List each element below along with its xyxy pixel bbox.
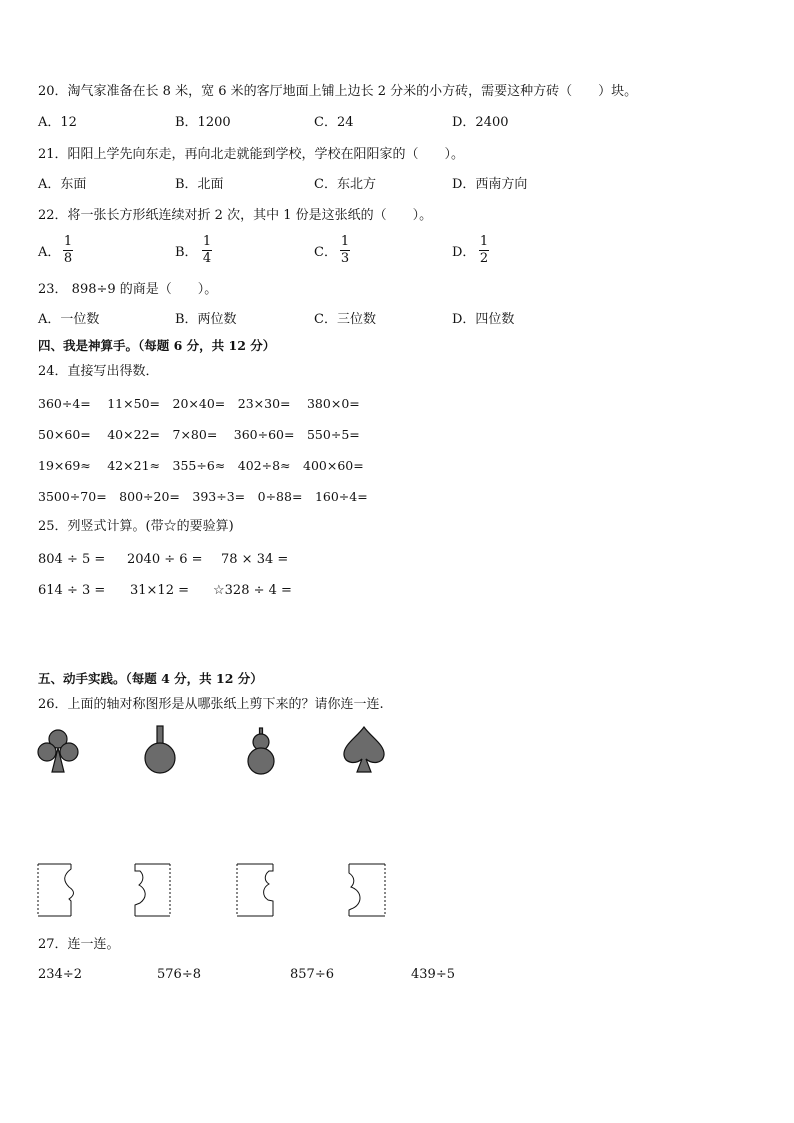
folded-paper-d-icon[interactable] <box>345 863 387 917</box>
q24-row-2: 50×60= 40×22= 7×80= 360÷60= 550÷5= <box>38 427 360 442</box>
q27-item-1[interactable]: 234÷2 <box>38 967 82 982</box>
folded-paper-c-icon[interactable] <box>236 863 276 917</box>
q20-option-d[interactable]: D．2400 <box>452 115 509 130</box>
q22-option-b-label: B． <box>175 245 198 260</box>
q22-option-c-label: C． <box>314 245 337 260</box>
q22-option-d-fraction <box>477 235 491 266</box>
section-4-title: 四、我是神算手。（每题 6 分，共 12 分） <box>38 338 276 353</box>
q23-option-c[interactable]: C．三位数 <box>314 312 376 327</box>
q22-option-d-label: D． <box>452 245 476 260</box>
question-22-stem: 22．将一张长方形纸连续对折 2 次，其中 1 份是这张纸的（ ）。 <box>38 208 433 223</box>
question-26-stem: 26．上面的轴对称图形是从哪张纸上剪下来的？请你连一连. <box>38 697 384 712</box>
gourd-shape-icon[interactable] <box>244 727 278 775</box>
q25-item-6: ☆328 ÷ 4 = <box>213 583 292 598</box>
q20-option-a[interactable]: A．12 <box>38 115 77 130</box>
folded-paper-b-icon[interactable] <box>132 863 172 917</box>
section-5-title: 五、动手实践。（每题 4 分，共 12 分） <box>38 671 263 686</box>
club-shape-icon[interactable] <box>37 728 79 774</box>
q25-item-4: 614 ÷ 3 = <box>38 583 106 598</box>
q22-option-c-fraction <box>338 235 352 266</box>
question-21-stem: 21．阳阳上学先向东走，再向北走就能到学校，学校在阳阳家的（ ）。 <box>38 147 465 162</box>
q24-row-1: 360÷4= 11×50= 20×40= 23×30= 380×0= <box>38 396 360 411</box>
question-27-stem: 27．连一连。 <box>38 937 120 952</box>
q22-option-b-fraction <box>200 235 214 266</box>
q25-item-3: 78 × 34 = <box>221 552 289 567</box>
question-23-stem: 23． 898÷9 的商是（ ）。 <box>38 282 218 297</box>
fraction-numerator: 1 <box>63 234 73 249</box>
question-20-stem: 20．淘气家准备在长 8 米，宽 6 米的客厅地面上铺上边长 2 分米的小方砖，需要这种方砖（ ）块。 <box>38 84 638 99</box>
fraction-denominator: 3 <box>340 251 350 266</box>
q22-option-a-label: A． <box>38 245 61 260</box>
fraction-numerator: 1 <box>340 234 350 249</box>
fraction-numerator: 1 <box>479 234 489 249</box>
fraction-denominator: 8 <box>63 251 73 266</box>
q23-option-d[interactable]: D．四位数 <box>452 312 515 327</box>
q20-option-b[interactable]: B．1200 <box>175 115 231 130</box>
q27-item-4[interactable]: 439÷5 <box>411 967 455 982</box>
question-24-stem: 24．直接写出得数． <box>38 364 159 379</box>
q21-option-a[interactable]: A．东面 <box>38 177 87 192</box>
q25-item-1: 804 ÷ 5 = <box>38 552 106 567</box>
q21-option-c[interactable]: C．东北方 <box>314 177 376 192</box>
folded-paper-a-icon[interactable] <box>37 863 77 917</box>
q27-item-3[interactable]: 857÷6 <box>290 967 334 982</box>
question-25-stem: 25．列竖式计算。(带☆的要验算) <box>38 519 234 534</box>
spade-shape-icon[interactable] <box>341 725 387 775</box>
q24-row-4: 3500÷70= 800÷20= 393÷3= 0÷88= 160÷4= <box>38 489 368 504</box>
q23-option-a[interactable]: A．一位数 <box>38 312 100 327</box>
fraction-denominator: 4 <box>202 251 212 266</box>
q21-option-d[interactable]: D．西南方向 <box>452 177 528 192</box>
q21-option-b[interactable]: B．北面 <box>175 177 224 192</box>
q25-item-2: 2040 ÷ 6 = <box>127 552 203 567</box>
q22-option-a-fraction <box>61 235 75 266</box>
q25-item-5: 31×12 = <box>130 583 190 598</box>
fraction-denominator: 2 <box>479 251 489 266</box>
ladle-shape-icon[interactable] <box>140 725 180 775</box>
q27-item-2[interactable]: 576÷8 <box>157 967 201 982</box>
fraction-numerator: 1 <box>202 234 212 249</box>
q24-row-3: 19×69≈ 42×21≈ 355÷6≈ 402÷8≈ 400×60= <box>38 458 364 473</box>
q23-option-b[interactable]: B．两位数 <box>175 312 237 327</box>
q20-option-c[interactable]: C．24 <box>314 115 354 130</box>
